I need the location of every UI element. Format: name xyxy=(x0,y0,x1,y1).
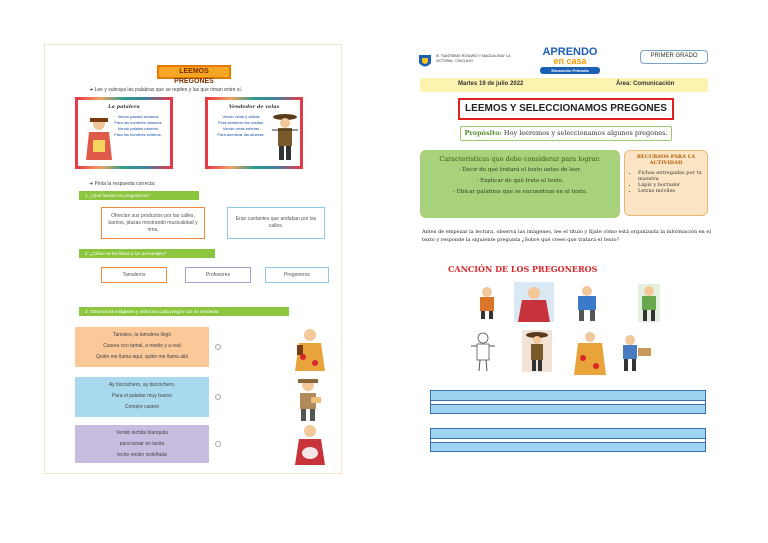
verse-tamalera: Tamales, la tamalera llegó Casera rico tamal, a medio y a real Quién me llama aquí, quién me llama allá xyxy=(75,327,209,367)
worksheet-title: LEEMOS PREGONES xyxy=(157,65,231,79)
answer-option-1[interactable]: Ofrecían sus productos por las calles, barrios, plazas mostrando musicalidad y rima. xyxy=(101,207,205,239)
worksheet-right xyxy=(412,42,722,472)
poster-verse: Vendo patales dorados Para las hombres casados Vendo patales caseros Para los hombres solteros. xyxy=(114,114,162,137)
date-bar xyxy=(420,78,708,92)
option-tamaleros[interactable]: Tamaleros xyxy=(101,267,167,283)
answer-option-2[interactable]: Eran cantantes que andaban por las calles. xyxy=(227,207,325,239)
match-dot[interactable] xyxy=(215,394,221,400)
candle-vendor-icon xyxy=(270,112,300,162)
question-1: 1. ¿Qué hacían los pregoneros? xyxy=(79,191,199,200)
criteria-box: Características que debo considerar para lograr: - Decir de qué tratará el texto antes de leer. - Explicar de qué trata el texto. - Ubicar palabras que se encuentran en el texto. xyxy=(420,150,620,218)
match-dot[interactable] xyxy=(215,344,221,350)
scarecrow-drawing-icon xyxy=(470,332,496,372)
grade-badge: PRIMER GRADO xyxy=(640,50,708,64)
vendor-drawing-icon xyxy=(638,284,660,322)
poster-velas: Vendedor de velas Vendo velas y velitas Para alumbrar las casitas. Vendo velas enteras Para alumbrar las afueras. xyxy=(205,97,303,169)
option-profesores[interactable]: Profesores xyxy=(185,267,251,283)
vendor-drawing-icon xyxy=(476,286,498,320)
vendor-woman-icon xyxy=(84,116,114,162)
question-2: 2. ¿Cómo se les llama a los personajes? xyxy=(79,249,215,258)
tamalera-drawing-icon xyxy=(572,330,608,376)
song-title: CANCIÓN DE LOS PREGONEROS xyxy=(448,264,598,274)
writing-lines-1[interactable] xyxy=(430,390,706,414)
bizcochero-figure-icon xyxy=(293,377,323,423)
poster-tamalera: La patalera Vendo patales dorados Para las hombres casados Vendo patales caseros Para los hombres solteros. xyxy=(75,97,173,169)
lechera-drawing-icon xyxy=(514,282,554,322)
instruction-read: ➜ Lee y subraya las palabras que se repiten y las que riman entre sí. xyxy=(89,87,243,93)
worksheet-left xyxy=(44,44,342,474)
resources-box: RECURSOS PARA LA ACTIVIDAD • Fichas entregadas por tu maestra • Lápiz y borrador • Letras móviles xyxy=(624,150,708,216)
lechera-figure-icon xyxy=(293,423,327,467)
reading-instruction: Antes de empezar la lectura, observa las imágenes, lee el título y fíjate cómo está organizada la información en el texto y responde la siguiente pregunta ¿Sobre qué crees que tratará el texto? xyxy=(422,229,711,243)
tamalera-figure-icon xyxy=(293,327,327,373)
bizcochero-drawing-icon xyxy=(574,284,600,322)
verse-bizcochero: Ay bizcochero, ay bizcochero, Para el paladar muy bueno Compre casero xyxy=(75,377,209,417)
purpose-box: Propósito: Hoy leeremos y seleccionamos algunos pregones. xyxy=(460,126,672,141)
match-dot[interactable] xyxy=(215,441,221,447)
question-3: 3. Observa las imágenes y relaciona cada pregón con su vendedor. xyxy=(79,307,289,316)
vendor-with-basket-icon xyxy=(618,334,652,372)
writing-lines-2[interactable] xyxy=(430,428,706,452)
aprendo-en-casa-logo: APRENDO en casa Educación Primaria xyxy=(540,46,600,74)
school-name: IE "SANTÍSIMO ROSARIO Y MAGDALENA" LA VICTORIA - CHICLAYO xyxy=(436,54,511,63)
instruction-paint: ➜ Pinta la respuesta correcta: xyxy=(89,181,156,187)
lesson-title: LEEMOS Y SELECCIONAMOS PREGONES xyxy=(458,98,674,120)
option-pregoneros[interactable]: Pregoneros xyxy=(265,267,329,283)
session-date: Martes 19 de julio 2022 xyxy=(458,81,524,87)
verse-lechera: Vendo lechita blanquita para tomar en tacita leche recién ordeñada xyxy=(75,425,209,463)
poster-verse: Vendo velas y velitas Para alumbrar las casitas. Vendo velas enteras Para alumbrar las afueras. xyxy=(217,114,265,137)
subject-area: Área: Comunicación xyxy=(616,81,675,87)
school-crest-icon xyxy=(418,54,432,70)
candle-vendor-drawing-icon xyxy=(522,330,552,372)
